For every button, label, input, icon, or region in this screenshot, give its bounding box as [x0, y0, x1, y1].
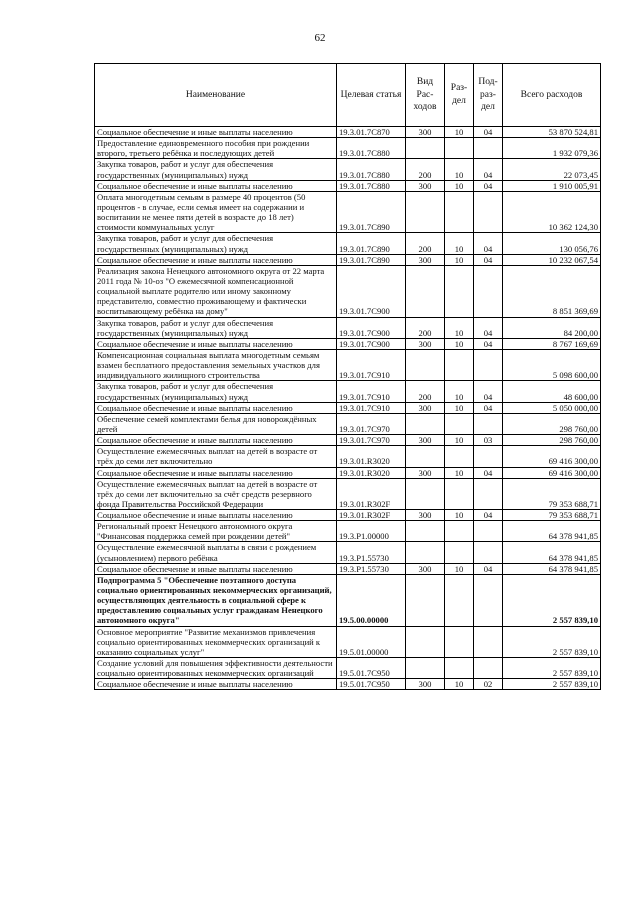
row-name: Закупка товаров, работ и услуг для обеспечения государственных (муниципальных) нужд: [95, 317, 337, 338]
row-section: 10: [445, 435, 474, 446]
row-subsection: [474, 413, 503, 434]
table-row: [95, 402, 601, 413]
row-section: [445, 542, 474, 563]
row-target-code: 19.3.P1.00000: [337, 521, 406, 542]
row-name: Социальное обеспечение и иные выплаты населению: [95, 563, 337, 574]
row-expense-type: [406, 349, 445, 380]
row-name: Обеспечение семей комплектами белья для новорождённых детей: [95, 413, 337, 434]
table-row: [95, 265, 601, 317]
row-target-code: 19.3.01.7С890: [337, 254, 406, 265]
row-name: Подпрограмма 5 "Обеспечение поэтапного доступа социально ориентированных некоммерческих организаций, осуществляющих деятельность в социальной сфере к предоставлению социальных услуг гражданам Ненецкого автономного округа": [95, 574, 337, 626]
row-name: Социальное обеспечение и иные выплаты населению: [95, 435, 337, 446]
row-name: Социальное обеспечение и иные выплаты населению: [95, 180, 337, 191]
table-row: [95, 478, 601, 509]
row-target-code: 19.3.01.7С880: [337, 159, 406, 180]
row-section: [445, 265, 474, 317]
table-row: [95, 138, 601, 159]
table-header-row: [95, 64, 601, 127]
row-expense-type: 300: [406, 679, 445, 690]
row-name: Социальное обеспечение и иные выплаты населению: [95, 510, 337, 521]
row-expense-type: 200: [406, 159, 445, 180]
row-amount: 8 851 369,69: [503, 265, 601, 317]
row-section: [445, 626, 474, 657]
row-subsection: [474, 446, 503, 467]
row-expense-type: [406, 521, 445, 542]
row-amount: 64 378 941,85: [503, 542, 601, 563]
row-expense-type: [406, 478, 445, 509]
row-section: 10: [445, 180, 474, 191]
row-name: Социальное обеспечение и иные выплаты населению: [95, 679, 337, 690]
row-section: 10: [445, 254, 474, 265]
row-amount: 8 767 169,69: [503, 338, 601, 349]
row-name: Социальное обеспечение и иные выплаты населению: [95, 127, 337, 138]
row-section: 10: [445, 402, 474, 413]
row-section: [445, 138, 474, 159]
row-subsection: 04: [474, 338, 503, 349]
row-target-code: 19.3.01.7С910: [337, 349, 406, 380]
row-amount: 22 073,45: [503, 159, 601, 180]
row-name: Осуществление ежемесячной выплаты в связи с рождением (усыновлением) первого ребёнка: [95, 542, 337, 563]
row-expense-type: 300: [406, 467, 445, 478]
row-section: 10: [445, 127, 474, 138]
row-subsection: [474, 542, 503, 563]
row-name: Социальное обеспечение и иные выплаты населению: [95, 467, 337, 478]
row-expense-type: [406, 626, 445, 657]
row-amount: 79 353 688,71: [503, 510, 601, 521]
row-name: Оплата многодетным семьям в размере 40 процентов (50 процентов - в случае, если семья имеет на содержании и воспитании не менее пяти детей в возрасте до 18 лет) стоимости коммунальных услуг: [95, 191, 337, 233]
row-target-code: 19.3.01.7С910: [337, 402, 406, 413]
row-amount: 69 416 300,00: [503, 467, 601, 478]
row-name: Осуществление ежемесячных выплат на детей в возрасте от трёх до семи лет включительно: [95, 446, 337, 467]
row-name: Предоставление единовременного пособия при рождении второго, третьего ребёнка и последующих детей: [95, 138, 337, 159]
row-subsection: [474, 349, 503, 380]
row-subsection: 04: [474, 180, 503, 191]
table-row: [95, 191, 601, 233]
row-target-code: 19.3.01.R3020: [337, 467, 406, 478]
row-expense-type: 300: [406, 435, 445, 446]
row-section: [445, 521, 474, 542]
table-row: [95, 658, 601, 679]
row-section: 10: [445, 233, 474, 254]
page-number: 62: [314, 32, 326, 44]
row-name: Компенсационная социальная выплата многодетным семьям взамен бесплатного предоставления земельных участков для индивидуального жилищного строительства: [95, 349, 337, 380]
row-target-code: 19.3.01.7С910: [337, 381, 406, 402]
header-target: Целевая статья: [337, 64, 406, 127]
table-row: [95, 317, 601, 338]
row-expense-type: [406, 191, 445, 233]
row-section: [445, 574, 474, 626]
row-name: Осуществление ежемесячных выплат на детей в возрасте от трёх до семи лет включительно за счёт средств резервного фонда Правительства Российской Федерации: [95, 478, 337, 509]
row-amount: 53 870 524,81: [503, 127, 601, 138]
row-subsection: [474, 658, 503, 679]
row-name: Социальное обеспечение и иные выплаты населению: [95, 402, 337, 413]
row-target-code: 19.3.01.7С900: [337, 317, 406, 338]
row-target-code: 19.3.01.7С880: [337, 138, 406, 159]
row-target-code: 19.3.01.R302F: [337, 510, 406, 521]
row-section: [445, 349, 474, 380]
row-amount: 2 557 839,10: [503, 574, 601, 626]
header-name: Наименование: [95, 64, 337, 127]
row-target-code: 19.3.01.7С900: [337, 265, 406, 317]
table-row: [95, 338, 601, 349]
row-section: 10: [445, 381, 474, 402]
row-target-code: 19.3.01.7С880: [337, 180, 406, 191]
row-name: Социальное обеспечение и иные выплаты населению: [95, 254, 337, 265]
row-subsection: [474, 626, 503, 657]
row-target-code: 19.3.01.R302F: [337, 478, 406, 509]
row-amount: 79 353 688,71: [503, 478, 601, 509]
table-row: [95, 574, 601, 626]
row-amount: 48 600,00: [503, 381, 601, 402]
row-amount: 130 056,76: [503, 233, 601, 254]
row-expense-type: [406, 413, 445, 434]
row-subsection: 04: [474, 510, 503, 521]
table-row: [95, 446, 601, 467]
row-subsection: 02: [474, 679, 503, 690]
row-subsection: 04: [474, 159, 503, 180]
table-row: [95, 435, 601, 446]
row-subsection: [474, 574, 503, 626]
table-row: [95, 626, 601, 657]
row-subsection: 04: [474, 233, 503, 254]
row-name: Создание условий для повышения эффективности деятельности социально ориентированных некоммерческих организаций: [95, 658, 337, 679]
row-amount: 64 378 941,85: [503, 521, 601, 542]
row-section: 10: [445, 510, 474, 521]
row-amount: 64 378 941,85: [503, 563, 601, 574]
table-row: [95, 510, 601, 521]
row-name: Региональный проект Ненецкого автономного округа "Финансовая поддержка семей при рождении детей": [95, 521, 337, 542]
table-row: [95, 180, 601, 191]
row-amount: 298 760,00: [503, 435, 601, 446]
row-subsection: [474, 138, 503, 159]
row-amount: 298 760,00: [503, 413, 601, 434]
row-target-code: 19.3.01.7С890: [337, 191, 406, 233]
row-amount: 2 557 839,10: [503, 626, 601, 657]
row-section: [445, 658, 474, 679]
row-target-code: 19.5.01.7С950: [337, 658, 406, 679]
row-amount: 1 910 005,91: [503, 180, 601, 191]
row-amount: 10 362 124,30: [503, 191, 601, 233]
row-amount: 5 050 000,00: [503, 402, 601, 413]
row-subsection: 04: [474, 563, 503, 574]
table-row: [95, 467, 601, 478]
row-expense-type: 300: [406, 180, 445, 191]
row-expense-type: 300: [406, 402, 445, 413]
row-section: 10: [445, 467, 474, 478]
row-expense-type: [406, 658, 445, 679]
row-target-code: 19.5.01.7С950: [337, 679, 406, 690]
row-section: [445, 191, 474, 233]
row-section: 10: [445, 563, 474, 574]
table-row: [95, 563, 601, 574]
row-amount: 1 932 079,36: [503, 138, 601, 159]
row-expense-type: 200: [406, 233, 445, 254]
row-target-code: 19.3.P1.55730: [337, 542, 406, 563]
row-subsection: 04: [474, 317, 503, 338]
row-expense-type: 300: [406, 254, 445, 265]
row-name: Основное мероприятие "Развитие механизмов привлечения социально ориентированных некоммерческих организаций к оказанию социальных услуг": [95, 626, 337, 657]
row-amount: 2 557 839,10: [503, 658, 601, 679]
row-target-code: 19.3.01.7С890: [337, 233, 406, 254]
table-row: [95, 381, 601, 402]
row-section: 10: [445, 679, 474, 690]
header-total: Всего расходов: [503, 64, 601, 127]
row-section: 10: [445, 317, 474, 338]
header-section: Раз-дел: [445, 64, 474, 127]
table-row: [95, 254, 601, 265]
row-subsection: [474, 478, 503, 509]
row-amount: 2 557 839,10: [503, 679, 601, 690]
row-target-code: 19.3.P1.55730: [337, 563, 406, 574]
row-subsection: [474, 191, 503, 233]
table-row: [95, 542, 601, 563]
row-amount: 69 416 300,00: [503, 446, 601, 467]
row-target-code: 19.3.01.7С970: [337, 435, 406, 446]
row-section: [445, 446, 474, 467]
row-target-code: 19.3.01.7С870: [337, 127, 406, 138]
row-expense-type: 300: [406, 127, 445, 138]
row-expense-type: [406, 574, 445, 626]
row-section: [445, 413, 474, 434]
table-row: [95, 233, 601, 254]
row-amount: 5 098 600,00: [503, 349, 601, 380]
row-section: [445, 478, 474, 509]
row-expense-type: [406, 542, 445, 563]
row-subsection: 04: [474, 381, 503, 402]
row-expense-type: [406, 138, 445, 159]
row-subsection: 04: [474, 254, 503, 265]
row-subsection: 04: [474, 402, 503, 413]
table-row: [95, 413, 601, 434]
header-type: Вид Рас-ходов: [406, 64, 445, 127]
row-target-code: 19.5.00.00000: [337, 574, 406, 626]
row-target-code: 19.3.01.R3020: [337, 446, 406, 467]
row-subsection: [474, 265, 503, 317]
row-name: Реализация закона Ненецкого автономного округа от 22 марта 2011 года № 10-оз "О ежемесячной компенсационной социальной выплате родителю или иному законному представителю, совместно проживающему и фактически воспитывающему ребёнка на дому": [95, 265, 337, 317]
row-expense-type: [406, 446, 445, 467]
row-subsection: 04: [474, 467, 503, 478]
row-name: Закупка товаров, работ и услуг для обеспечения государственных (муниципальных) нужд: [95, 233, 337, 254]
row-name: Закупка товаров, работ и услуг для обеспечения государственных (муниципальных) нужд: [95, 381, 337, 402]
row-name: Закупка товаров, работ и услуг для обеспечения государственных (муниципальных) нужд: [95, 159, 337, 180]
row-expense-type: [406, 265, 445, 317]
row-subsection: 04: [474, 127, 503, 138]
row-expense-type: 300: [406, 338, 445, 349]
table-row: [95, 521, 601, 542]
row-target-code: 19.5.01.00000: [337, 626, 406, 657]
table-row: [95, 159, 601, 180]
table-row: [95, 679, 601, 690]
row-section: 10: [445, 338, 474, 349]
row-expense-type: 300: [406, 510, 445, 521]
table-row: [95, 127, 601, 138]
header-subsection: Под-раз-дел: [474, 64, 503, 127]
row-expense-type: 200: [406, 381, 445, 402]
row-name: Социальное обеспечение и иные выплаты населению: [95, 338, 337, 349]
row-target-code: 19.3.01.7С900: [337, 338, 406, 349]
row-amount: 10 232 067,54: [503, 254, 601, 265]
budget-table: [94, 63, 601, 690]
row-target-code: 19.3.01.7С970: [337, 413, 406, 434]
row-expense-type: 300: [406, 563, 445, 574]
row-subsection: [474, 521, 503, 542]
row-subsection: 03: [474, 435, 503, 446]
row-expense-type: 200: [406, 317, 445, 338]
table-row: [95, 349, 601, 380]
row-section: 10: [445, 159, 474, 180]
row-amount: 84 200,00: [503, 317, 601, 338]
